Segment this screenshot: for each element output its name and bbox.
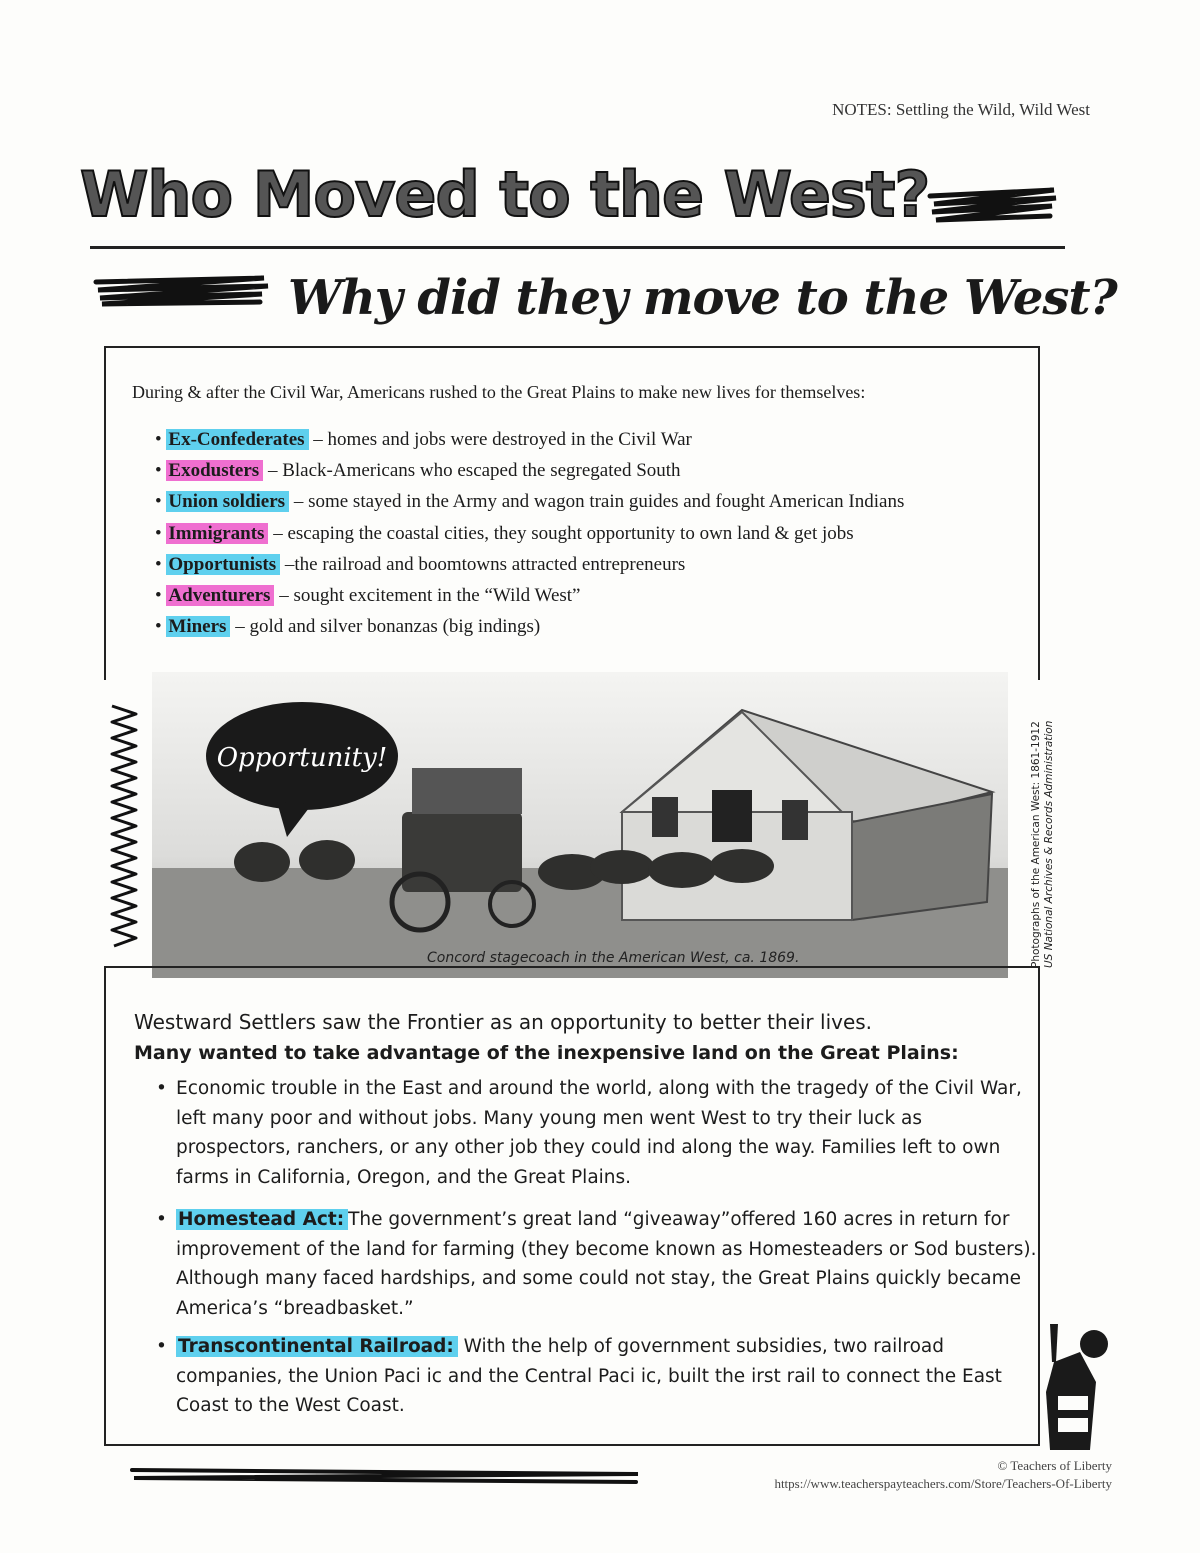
settler-separator: – bbox=[230, 616, 250, 638]
settler-separator: – bbox=[289, 491, 309, 513]
homestead-text: The government’s great land “giveaway”offered 160 acres in return for improvement of the land for farming (they become known as Homesteaders or Sod busters). Although many faced hardships, and some could not stay, the Great Plains quickly became America’s “breadbasket.” bbox=[176, 1209, 1037, 1319]
photo-credit bbox=[1028, 700, 1056, 970]
settler-term: Ex-Confederates bbox=[166, 429, 308, 450]
page-title: Who Moved to the West? bbox=[80, 158, 930, 231]
photo-credit-line1: Photographs of the American West: 1861-1912 bbox=[1030, 721, 1042, 968]
bullet: • bbox=[156, 1209, 167, 1230]
settler-list bbox=[155, 424, 904, 642]
bullet: • bbox=[156, 1078, 167, 1099]
settler-separator: – bbox=[308, 429, 328, 450]
copyright: © Teachers of Liberty bbox=[997, 1458, 1112, 1473]
settler-item bbox=[155, 455, 904, 486]
notes-header: NOTES: Settling the Wild, Wild West bbox=[832, 100, 1090, 119]
photo-credit-line2: US National Archives & Records Administration bbox=[1043, 720, 1055, 968]
speech-bubble-text: Opportunity! bbox=[216, 743, 388, 773]
settler-term: Union soldiers bbox=[166, 491, 289, 512]
settler-description: gold and silver bonanzas (big indings) bbox=[249, 616, 541, 638]
settler-term: Immigrants bbox=[166, 523, 268, 544]
railroad-body bbox=[158, 1332, 1038, 1421]
bullet: • bbox=[155, 522, 162, 544]
title-scribble-decoration bbox=[926, 186, 1061, 226]
inexpensive-land-heading: Many wanted to take advantage of the inexpensive land on the Great Plains: bbox=[134, 1042, 959, 1064]
railroad-term: Transcontinental Railroad: bbox=[176, 1336, 458, 1357]
settler-item bbox=[155, 611, 904, 642]
settler-item bbox=[155, 518, 904, 549]
settler-separator: – bbox=[280, 553, 295, 575]
settler-description: Black-Americans who escaped the segregated South bbox=[282, 460, 681, 482]
westward-text: Westward Settlers saw the Frontier as an opportunity to better their lives. bbox=[134, 1010, 873, 1034]
economic-text: Economic trouble in the East and around the world, along with the tragedy of the Civil War, left many poor and without jobs. Many young men went West to try their luck as prospectors, ranchers, or any other job they could ind along the way. Families left to own farms in California, Oregon, and the Great Plains. bbox=[176, 1078, 1022, 1188]
stagecoach-photo bbox=[152, 672, 1008, 978]
bullet: • bbox=[155, 585, 162, 607]
settler-separator: – bbox=[263, 460, 283, 482]
settler-description: sought excitement in the “Wild West” bbox=[293, 585, 581, 607]
homestead-term: Homestead Act: bbox=[176, 1209, 348, 1230]
settler-description: escaping the coastal cities, they sought opportunity to own land & get jobs bbox=[287, 522, 854, 544]
settler-item bbox=[155, 549, 904, 580]
bullet: • bbox=[155, 616, 162, 638]
bullet: • bbox=[156, 1336, 167, 1357]
settler-term: Exodusters bbox=[166, 460, 263, 481]
intro-text: During & after the Civil War, Americans rushed to the Great Plains to make new lives for themselves: bbox=[132, 382, 866, 402]
settler-term: Adventurers bbox=[166, 585, 274, 606]
settler-term: Opportunists bbox=[166, 554, 280, 575]
homestead-paragraph bbox=[158, 1205, 1038, 1323]
bullet: • bbox=[155, 429, 162, 450]
economic-paragraph bbox=[158, 1074, 1038, 1192]
title-divider bbox=[90, 246, 1065, 249]
railroad-text: With the help of government subsidies, two railroad companies, the Union Paci ic and the Central Paci ic, built the irst rail to connect the East Coast to the West Coast. bbox=[176, 1336, 1002, 1416]
railroad-paragraph bbox=[158, 1332, 1038, 1421]
footer-scribble-decoration bbox=[128, 1464, 648, 1486]
teachers-of-liberty-logo bbox=[1036, 1322, 1108, 1452]
settler-description: homes and jobs were destroyed in the Civil War bbox=[327, 429, 692, 450]
settler-item bbox=[155, 424, 904, 455]
store-url[interactable]: https://www.teacherspayteachers.com/Store/Teachers-Of-Liberty bbox=[774, 1476, 1112, 1491]
settler-description: the railroad and boomtowns attracted entrepreneurs bbox=[294, 553, 686, 575]
settler-item bbox=[155, 580, 904, 611]
photo-caption: Concord stagecoach in the American West, ca. 1869. bbox=[427, 950, 800, 966]
zigzag-decoration bbox=[108, 700, 142, 950]
homestead-body bbox=[158, 1205, 1038, 1323]
page-subtitle: Why did they move to the West? bbox=[288, 270, 1117, 326]
subtitle-scribble-decoration bbox=[92, 274, 272, 310]
bullet: • bbox=[155, 553, 162, 575]
bullet: • bbox=[155, 460, 162, 482]
settler-term: Miners bbox=[166, 616, 230, 637]
bullet: • bbox=[155, 491, 162, 513]
settler-separator: – bbox=[274, 585, 294, 607]
settler-description: some stayed in the Army and wagon train guides and fought American Indians bbox=[308, 491, 905, 513]
settler-separator: – bbox=[268, 522, 288, 544]
settler-item bbox=[155, 486, 904, 517]
